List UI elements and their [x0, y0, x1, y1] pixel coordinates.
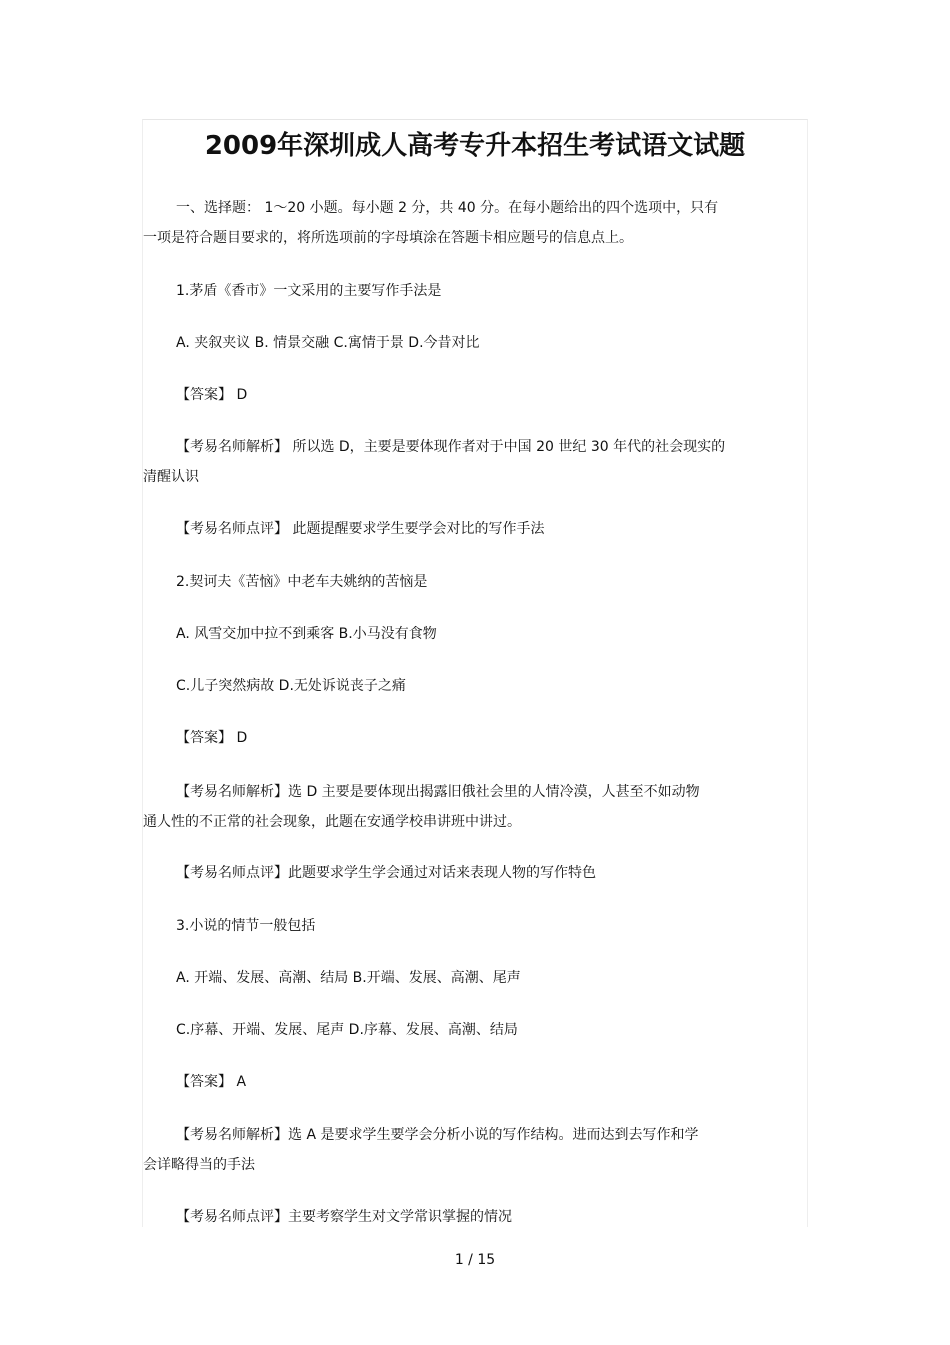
question-1-comment: 【考易名师点评】 此题提醒要求学生要学会对比的写作手法	[176, 521, 545, 537]
question-3-analysis-line-1: 【考易名师解析】选 A 是要求学生要学会分析小说的写作结构。进而达到去写作和学	[176, 1127, 699, 1143]
question-3-options-line-2: C.序幕、开端、发展、尾声 D.序幕、发展、高潮、结局	[176, 1022, 518, 1038]
question-3-comment: 【考易名师点评】主要考察学生对文学常识掌握的情况	[176, 1209, 512, 1225]
page-number: 1 / 15	[454, 1252, 496, 1268]
question-2-analysis-line-1: 【考易名师解析】选 D 主要是要体现出揭露旧俄社会里的人情冷漠，人甚至不如动物	[176, 784, 700, 800]
instruction-line-1: 一、选择题： 1～20 小题。每小题 2 分，共 40 分。在每小题给出的四个选项中，只有	[176, 200, 719, 216]
question-2-answer: 【答案】 D	[176, 730, 248, 746]
question-2-analysis-line-2: 通人性的不正常的社会现象，此题在安通学校串讲班中讲过。	[143, 814, 521, 830]
question-1: 1.茅盾《香市》一文采用的主要写作手法是	[176, 283, 442, 299]
document-title: 2009年深圳成人高考专升本招生考试语文试题	[204, 131, 746, 161]
question-3-options-line-1: A. 开端、发展、高潮、结局 B.开端、发展、高潮、尾声	[176, 970, 521, 986]
question-1-options: A. 夹叙夹议 B. 情景交融 C.寓情于景 D.今昔对比	[176, 335, 480, 351]
question-3: 3.小说的情节一般包括	[176, 918, 316, 934]
question-2: 2.契诃夫《苦恼》中老车夫姚纳的苦恼是	[176, 574, 428, 590]
question-2-comment: 【考易名师点评】此题要求学生学会通过对话来表现人物的写作特色	[176, 865, 596, 881]
instruction-line-2: 一项是符合题目要求的，将所选项前的字母填涂在答题卡相应题号的信息点上。	[143, 230, 633, 246]
question-1-analysis-line-1: 【考易名师解析】 所以选 D，主要是要体现作者对于中国 20 世纪 30 年代的社会现实的	[176, 439, 726, 455]
question-2-options-line-1: A. 风雪交加中拉不到乘客 B.小马没有食物	[176, 626, 437, 642]
question-2-options-line-2: C.儿子突然病故 D.无处诉说丧子之痛	[176, 678, 406, 694]
question-3-analysis-line-2: 会详略得当的手法	[143, 1157, 255, 1173]
question-1-analysis-line-2: 清醒认识	[143, 469, 199, 485]
question-1-answer: 【答案】 D	[176, 387, 248, 403]
question-3-answer: 【答案】 A	[176, 1074, 247, 1090]
